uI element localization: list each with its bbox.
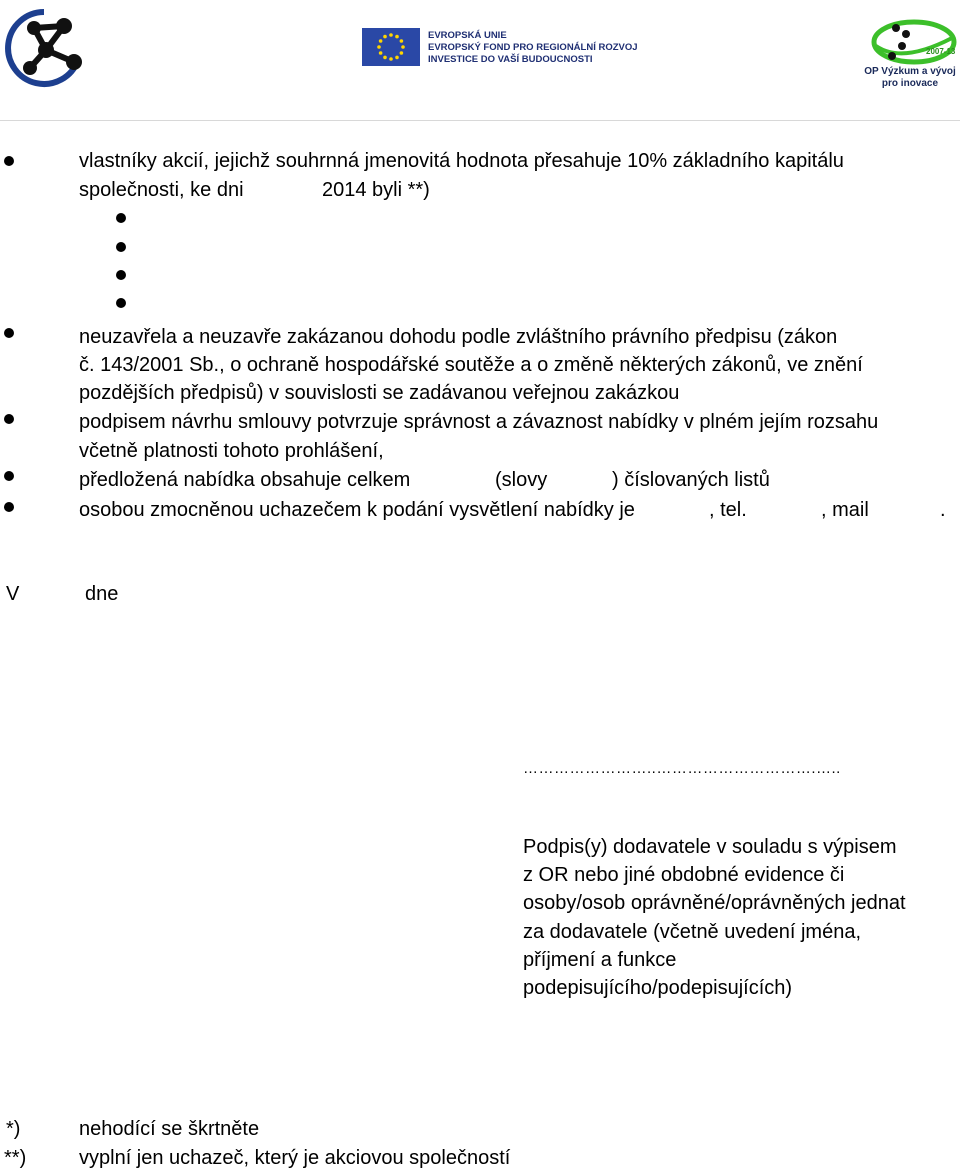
- eu-star-icon: [379, 39, 383, 43]
- eu-star-icon: [389, 57, 393, 61]
- eu-star-icon: [389, 33, 393, 37]
- op-caption-line1: OP Výzkum a vývoj: [864, 66, 956, 77]
- eu-flag-icon: [362, 28, 420, 66]
- eu-star-icon: [400, 39, 404, 43]
- empty-shareholder-bullet: [116, 213, 126, 223]
- organization-logo: [4, 6, 84, 88]
- eu-star-icon: [377, 45, 381, 49]
- signature-dotted-line: ……………………..………………………….…..: [523, 760, 841, 777]
- empty-shareholder-bullet: [116, 242, 126, 252]
- signature-caption-line: za dodavatele (včetně uvedení jména,: [523, 920, 861, 943]
- eu-caption-line: INVESTICE DO VAŠÍ BUDOUCNOSTI: [428, 54, 593, 65]
- empty-shareholder-bullet: [116, 298, 126, 308]
- signature-confirm-line-2: včetně platnosti tohoto prohlášení,: [79, 440, 384, 462]
- footnote-text: nehodící se škrtněte: [79, 1118, 260, 1140]
- shareholders-line-1: vlastníky akcií, jejichž souhrnná jmenovitá hodnota přesahuje 10% základního kapitálu: [79, 150, 844, 172]
- bullet-icon: [4, 502, 14, 512]
- eu-star-icon: [383, 56, 387, 60]
- cartel-line-3: pozdějších předpisů) v souvislosti se zadávanou veřejnou zakázkou: [79, 382, 680, 404]
- eu-star-icon: [400, 51, 404, 55]
- eu-star-icon: [395, 56, 399, 60]
- sheet-count-label: předložená nabídka obsahuje celkem: [79, 469, 411, 491]
- footnote-mark: **): [4, 1147, 27, 1169]
- contact-person-label: osobou zmocněnou uchazečem k podání vysvětlení nabídky je: [79, 499, 635, 521]
- sheet-count-words-label: (slovy: [495, 469, 548, 491]
- sheet-count-suffix: ) číslovaných listů: [612, 469, 770, 491]
- eu-fund-caption: [428, 30, 638, 66]
- shareholders-date-label: společnosti, ke dni: [79, 179, 244, 201]
- eu-star-icon: [379, 51, 383, 55]
- cartel-line-1: neuzavřela a neuzavře zakázanou dohodu podle zvláštního právního předpisu (zákon: [79, 326, 838, 348]
- signature-caption-line: příjmení a funkce: [523, 948, 677, 971]
- shareholders-year-label: 2014 byli **): [322, 179, 430, 201]
- date-label: dne: [85, 583, 119, 605]
- footnote-mark: *): [6, 1118, 21, 1140]
- signature-confirm-line-1: podpisem návrhu smlouvy potvrzuje správnost a závaznost nabídky v plném jejím rozsahu: [79, 411, 879, 433]
- eu-star-icon: [395, 35, 399, 39]
- signature-caption-line: Podpis(y) dodavatele v souladu s výpisem: [523, 836, 897, 858]
- op-caption: [862, 66, 958, 90]
- signature-caption-line: podepisujícího/podepisujících): [523, 977, 793, 1000]
- signature-caption-line: z OR nebo jiné obdobné evidence či: [523, 864, 845, 887]
- footnote-text: vyplní jen uchazeč, který je akciovou společností: [79, 1147, 511, 1169]
- bullet-icon: [4, 471, 14, 481]
- empty-shareholder-bullet: [116, 270, 126, 280]
- op-caption-line2: pro inovace: [881, 78, 939, 89]
- op-years: 2007-13: [926, 47, 956, 56]
- signature-caption-line: osoby/osob oprávněné/oprávněných jednat: [523, 892, 906, 915]
- eu-caption-line: EVROPSKÝ FOND PRO REGIONÁLNÍ ROZVOJ: [428, 42, 638, 53]
- contact-end-period: .: [940, 499, 946, 521]
- bullet-icon: [4, 414, 14, 424]
- bullet-icon: [4, 156, 14, 166]
- bullet-icon: [4, 328, 14, 338]
- eu-star-icon: [401, 45, 405, 49]
- signature-caption: [523, 833, 906, 1002]
- eu-caption-line: EVROPSKÁ UNIE: [428, 30, 507, 41]
- contact-mail-label: , mail: [821, 499, 869, 521]
- header-divider: [0, 120, 960, 121]
- cartel-line-2: č. 143/2001 Sb., o ochraně hospodářské soutěže a o změně některých zákonů, ve znění: [79, 354, 863, 376]
- place-label: V: [6, 583, 20, 605]
- contact-phone-label: , tel.: [709, 499, 747, 521]
- eu-star-icon: [383, 35, 387, 39]
